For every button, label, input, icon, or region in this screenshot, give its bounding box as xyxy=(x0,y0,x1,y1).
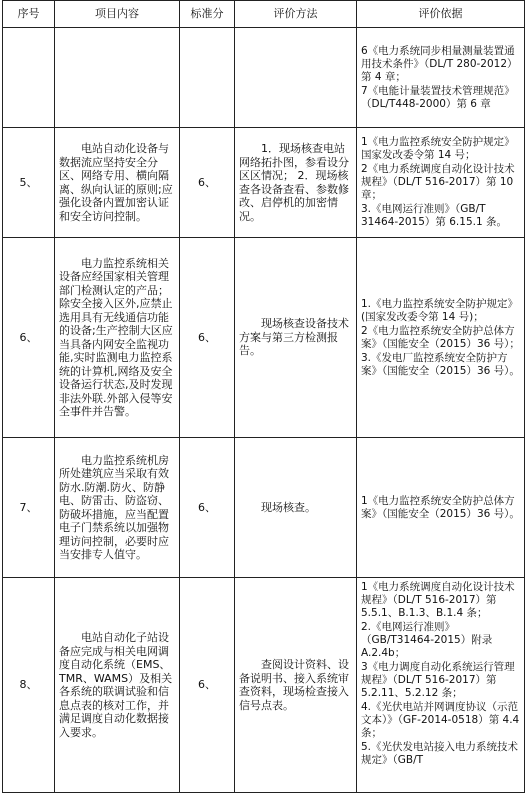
row-item: 电站自动化设备与数据流应坚持安全分区、网络专用、横向隔离、纵向认证的原则;应强化设备内置加密认证和安全访问控制。 xyxy=(55,128,180,238)
row-no: 8、 xyxy=(3,578,55,793)
row-score xyxy=(180,28,235,128)
row-item xyxy=(55,28,180,128)
evaluation-table xyxy=(2,0,525,793)
basis-line: 1.《电力监控系统安全防护规定》(国家发改委令第 14 号)； xyxy=(361,297,519,323)
basis-line: 2《电力系统调度自动化设计技术规程》（DL/T 516-2017）第 10 章； xyxy=(361,163,515,201)
row-score: 6、 xyxy=(180,438,235,578)
basis-line: 2.《电网运行准则》（GB/T31464-2015）附录 A.2.4b； xyxy=(361,621,493,659)
row-basis xyxy=(357,578,525,793)
basis-line: 3.《电网运行准则》（GB/T 31464-2015）第 6.15.1 条。 xyxy=(361,203,507,228)
basis-line: 3.《发电厂监控系统安全防护方案》（国能安全（2015）36 号）。 xyxy=(361,351,520,377)
table-row xyxy=(3,128,525,238)
table-row xyxy=(3,238,525,438)
row-no: 7、 xyxy=(3,438,55,578)
row-score: 6、 xyxy=(180,578,235,793)
table-row xyxy=(3,578,525,793)
row-method: 查阅设计资料、设备说明书、接入系统审查资料，现场检查接入信号点表。 xyxy=(235,578,357,793)
row-no: 5、 xyxy=(3,128,55,238)
basis-line: 2《电力监控系统安全防护总体方案》（国能安全（2015）36 号）； xyxy=(361,324,520,350)
row-score: 6、 xyxy=(180,128,235,238)
row-method: 现场核查设备技术方案与第三方检测报告。 xyxy=(235,238,357,438)
row-score: 6、 xyxy=(180,238,235,438)
header-method: 评价方法 xyxy=(235,1,357,28)
basis-line: 3《电力调度自动化系统运行管理规程》（DL/T 516-2017）第 5.2.11、5.2.12 条； xyxy=(361,661,515,699)
header-score: 标准分 xyxy=(180,1,235,28)
basis-line: 5.《光伏发电站接入电力系统技术规定》（GB/T xyxy=(361,741,519,766)
basis-line: 1《电力监控系统安全防护总体方案》（国能安全（2015）36 号）。 xyxy=(361,494,520,520)
row-method: 现场核查。 xyxy=(235,438,357,578)
basis-line: 1《电力系统调度自动化设计技术规程》（DL/T 516-2017）第 5.5.1、B.1.3、B.1.4 条； xyxy=(361,581,515,619)
header-item: 项目内容 xyxy=(55,1,180,28)
row-basis xyxy=(357,438,525,578)
row-no: 6、 xyxy=(3,238,55,438)
row-item: 电力监控系统机房所处建筑应当采取有效防水.防潮.防火、防静电、防雷击、防盗窃、防破坏措施，应当配置电子门禁系统以加强物理访问控制，必要时应当安排专人值守。 xyxy=(55,438,180,578)
row-item: 电力监控系统相关设备应经国家相关管理部门检测认定的产品；除安全接入区外,应禁止选用具有无线通信功能的设备;生产控制大区应当具备内网安全监视功能,实时监测电力监控系统的计算机,网络及安全设备运行状态,及时发现非法外联.外部入侵等安全事件并告警。 xyxy=(55,238,180,438)
header-no: 序号 xyxy=(3,1,55,28)
basis-line: 1《电力监控系统安全防护规定》国家发改委令第 14 号； xyxy=(361,136,515,161)
row-method xyxy=(235,28,357,128)
basis-line: 7《电能计量装置技术管理规范》（DL/T448-2000）第 6 章 xyxy=(361,84,515,110)
table-row xyxy=(3,438,525,578)
row-method: 1．现场核查电站网络拓扑图，参看设分区区情况； 2．现场核查各设备查看、参数修改、启停机的加密情况。 xyxy=(235,128,357,238)
basis-line: 6《电力系统同步相量测量装置通用技术条件》（DL/T 280-2012）第 4 章； xyxy=(361,44,518,83)
table-row xyxy=(3,28,525,128)
row-basis xyxy=(357,28,525,128)
row-basis xyxy=(357,128,525,238)
row-no xyxy=(3,28,55,128)
row-basis xyxy=(357,238,525,438)
basis-line: 4.《光伏电站并网调度协议（示范文本）》（GF-2014-0518）第 4.4 条； xyxy=(361,701,520,739)
row-item: 电站自动化子站设备应完成与相关电网调度自动化系统（EMS、TMR、WAMS）及相关各系统的联调试验和信息点表的核对工作，并满足调度自动化数据接入要求。 xyxy=(55,578,180,793)
header-basis: 评价依据 xyxy=(357,1,525,28)
table-header-row xyxy=(3,1,525,28)
